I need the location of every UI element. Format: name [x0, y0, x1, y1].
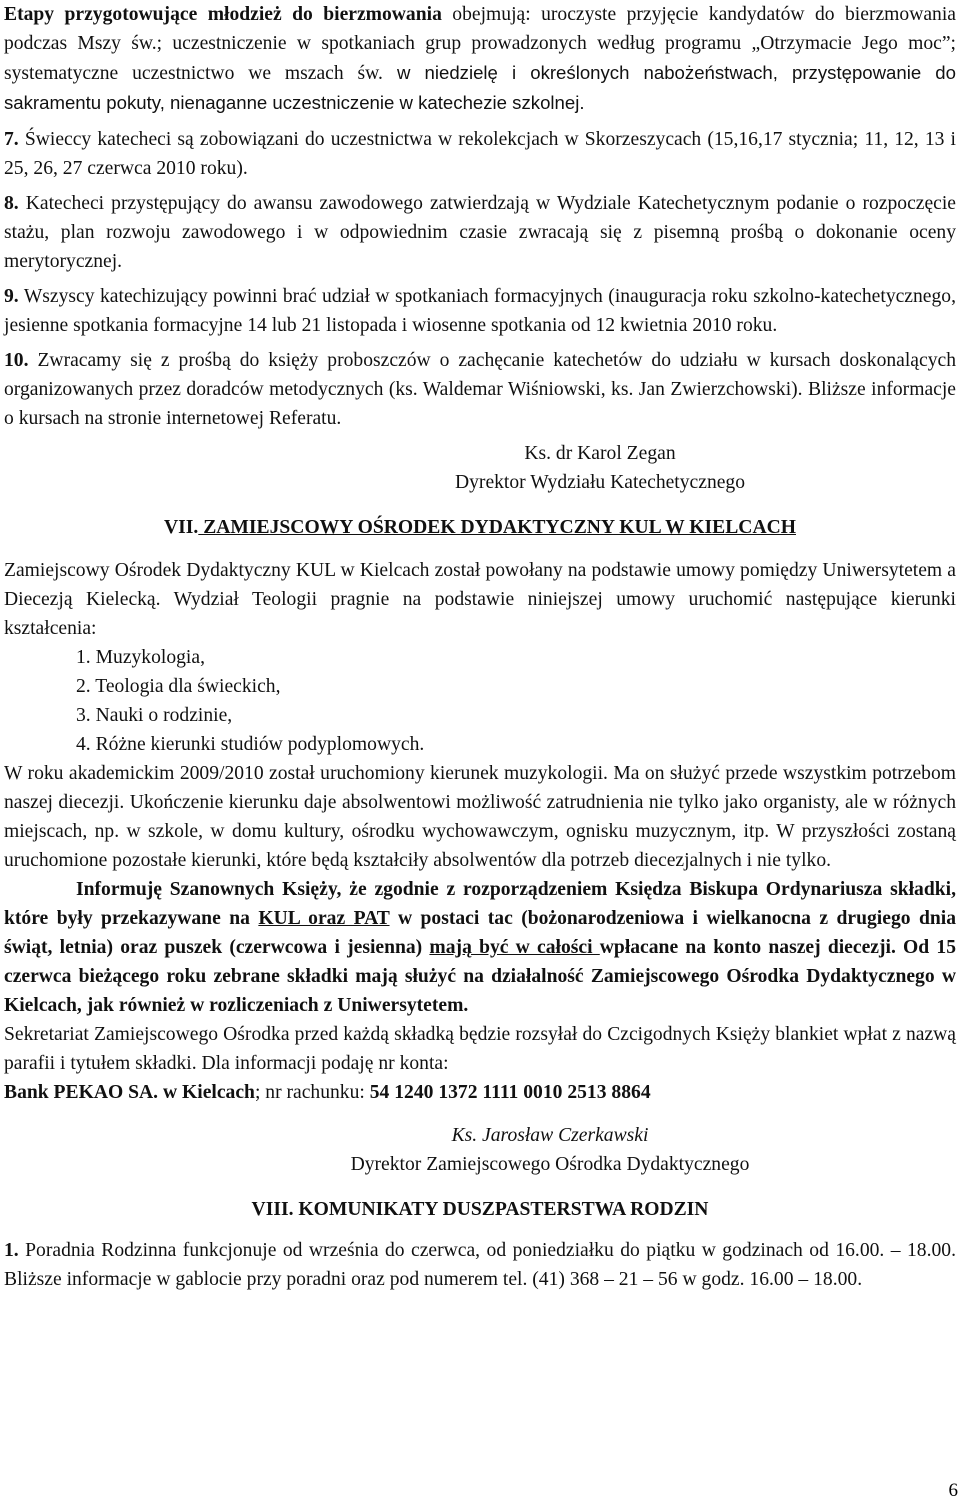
list-item: 4. Różne kierunki studiów podyplomowych.: [76, 734, 425, 755]
item-text: Zwracamy się z prośbą do księży proboszczów o zachęcanie katechetów do udziału w kursach doskonalących organizowanych przez doradców metodycznych (ks. Waldemar Wiśniowski, ks. Jan Zwierzchowski). Bliższe informacje o kursach na stronie internetowej Referatu.: [4, 350, 956, 429]
item-number: 7.: [4, 129, 19, 150]
item-number: 8.: [4, 193, 19, 214]
list-item: 2. Teologia dla świeckich,: [76, 676, 281, 697]
notice-underlined: KUL oraz PAT: [258, 908, 390, 929]
bank-label: ; nr rachunku:: [254, 1082, 370, 1103]
notice-text: Informuję Szanownych Księży, że zgodnie z rozporządzeniem Księdza Biskupa Ordynariusza składki, które były przekazywane na: [4, 879, 956, 929]
signature-title: Dyrektor Wydziału Katechetycznego: [454, 472, 746, 493]
bank-name: Bank PEKAO SA. w Kielcach: [4, 1082, 255, 1103]
list-item-10: [4, 346, 956, 433]
section-heading-viii: VIII. KOMUNIKATY DUSZPASTERSTWA RODZIN: [251, 1199, 709, 1220]
intro-text: obejmują: uroczyste przyjęcie kandydatów do bierzmowania podczas Mszy św.; uczestniczenie w spotkaniach grup prowadzonych według programu „Otrzymacie Jego moc”; systematyczne uczestnictwo we mszach św.: [4, 4, 956, 84]
list-item-8: [4, 189, 956, 276]
item-text: Świeccy katecheci są zobowiązani do uczestnictwa w rekolekcjach w Skorzeszycach (15,16,17 stycznia; 11, 12, 13 i 25, 26, 27 czerwca 2010 roku).: [4, 129, 956, 179]
signature-katechetyczny: [4, 439, 800, 497]
section-viii-item-1: [4, 1236, 956, 1294]
item-text: Wszyscy katechizujący powinni brać udział w spotkaniach formacyjnych (inauguracja roku szkolno-katechetycznego, jesienne spotkania formacyjne 14 lub 21 listopada i wiosenne spotkania od 12 kwietnia 2010 roku.: [4, 286, 956, 336]
heading-number: VII.: [163, 517, 199, 538]
section-vii-bold-notice: [4, 875, 956, 1020]
intro-paragraph: [4, 0, 956, 118]
list-item: 1. Muzykologia,: [76, 647, 205, 668]
item-number: 10.: [4, 350, 29, 371]
document-page: [4, 0, 956, 1506]
heading-text: ZAMIEJSCOWY OŚRODEK DYDAKTYCZNY KUL W KIELCACH: [198, 517, 796, 538]
signature-name: Ks. Jarosław Czerkawski: [451, 1125, 649, 1146]
page-number: 6: [948, 1480, 958, 1501]
list-item-9: [4, 282, 956, 340]
item-text: Katecheci przystępujący do awansu zawodowego zatwierdzają w Wydziale Katechetycznym podanie o rozpoczęcie stażu, plan rozwoju zawodowego i w odpowiednim czasie zwracają się z pisemną prośbą o dokonanie oceny merytorycznej.: [4, 193, 956, 272]
notice-text: wpłacane na konto naszej diecezji. Od 15 czerwca bieżącego roku zebrane składki mają służyć na działalność Zamiejscowego Ośrodka Dydaktycznego w Kielcach, jak również w rozliczeniach z Uniwersytetem.: [4, 937, 956, 1016]
section-heading-vii: [4, 513, 956, 542]
section-vii-paragraph-1: Zamiejscowy Ośrodek Dydaktyczny KUL w Kielcach został powołany na podstawie umowy pomiędzy Uniwersytetem a Diecezją Kielecką. Wydział Teologii pragnie na podstawie niniejszej umowy uruchomić następujące kierunki kształcenia:: [4, 560, 956, 639]
signature-zamiejscowy: [4, 1121, 800, 1179]
notice-text: w postaci tac (bożonarodzeniowa i wielkanocna z drugiego dnia świąt, letnia) oraz puszek (czerwcowa i jesienna): [4, 908, 957, 958]
list-item-7: [4, 125, 956, 183]
item-number: 9.: [4, 286, 19, 307]
intro-text-sans: w niedzielę i określonych nabożeństwach, przystępowanie do sakramentu pokuty, nienaganne uczestniczenie w katechezie szkolnej.: [4, 62, 956, 113]
notice-underlined: mają być w całości: [429, 937, 600, 958]
bank-account-line: [4, 1078, 956, 1107]
signature-title: Dyrektor Zamiejscowego Ośrodka Dydaktycznego: [350, 1154, 750, 1175]
section-vii-paragraph-3: Sekretariat Zamiejscowego Ośrodka przed każdą składką będzie rozsyłał do Czcigodnych Księży blankiet wpłat z nazwą parafii i tytułem składki. Dla informacji podaję nr konta:: [4, 1024, 956, 1074]
account-number: 54 1240 1372 1111 0010 2513 8864: [369, 1082, 651, 1103]
item-number: 1.: [4, 1240, 19, 1261]
intro-bold-lead: Etapy przygotowujące młodzież do bierzmowania: [4, 4, 442, 25]
signature-name: Ks. dr Karol Zegan: [524, 443, 676, 464]
section-vii-paragraph-2: W roku akademickim 2009/2010 został uruchomiony kierunek muzykologii. Ma on służyć przede wszystkim potrzebom naszej diecezji. Ukończenie kierunku daje absolwentowi możliwość zatrudnienia nie tylko jako organisty, ale w różnych miejscach, np. w szkole, w domu kultury, ośrodku wychowawczym, ognisku muzycznym, itp. W przyszłości zostaną uruchomione pozostałe kierunki, które będą kształciły absolwentów dla potrzeb diecezjalnych i nie tylko.: [4, 763, 956, 871]
item-text: Poradnia Rodzinna funkcjonuje od września do czerwca, od poniedziałku do piątku w godzinach od 16.00. – 18.00. Bliższe informacje w gablocie przy poradni oraz pod numerem tel. (41) 368 – 21 – 56 w godz. 16.00 – 18.00.: [4, 1240, 956, 1290]
study-list: [4, 643, 956, 759]
list-item: 3. Nauki o rodzinie,: [76, 705, 233, 726]
